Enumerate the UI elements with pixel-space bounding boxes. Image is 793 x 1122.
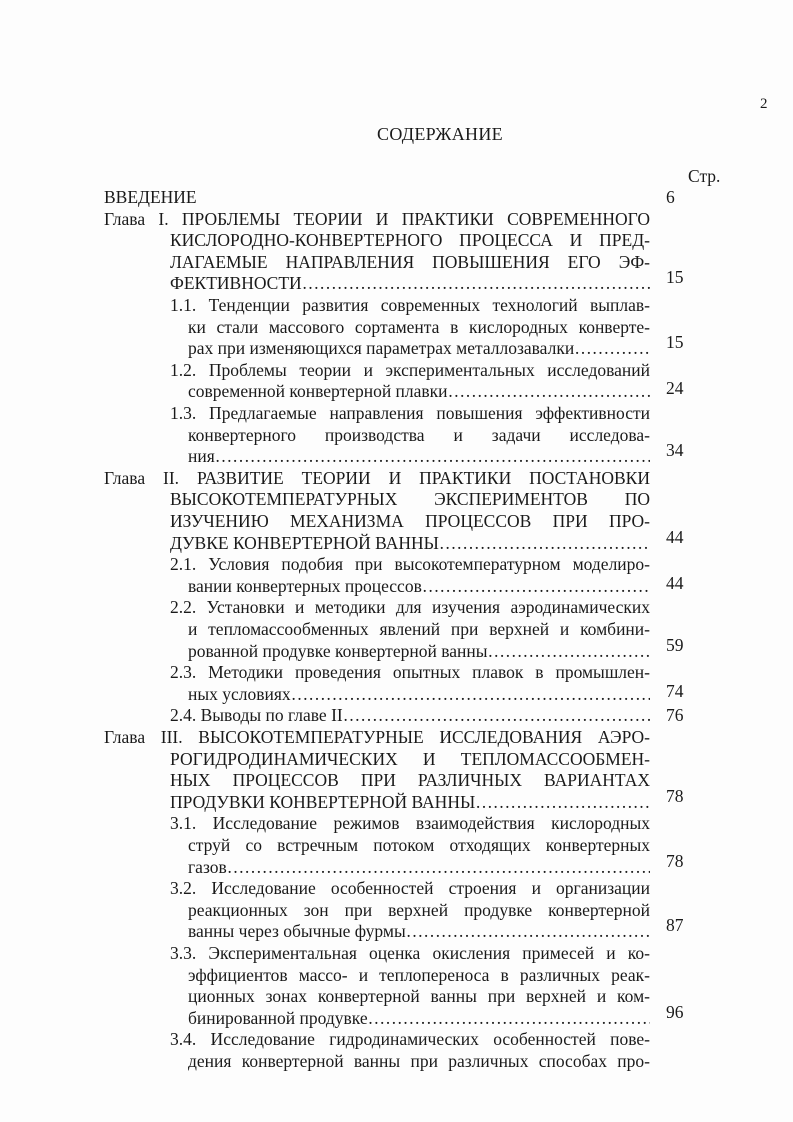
toc-page-number: 44 (666, 572, 684, 593)
toc-line (188, 641, 650, 661)
toc-line (188, 338, 650, 358)
toc-line-text: 2.4. Выводы по главе II (170, 705, 343, 726)
toc-line: 1.2. Проблемы теории и экспериментальных исследований (170, 359, 650, 380)
dot-leader (422, 576, 650, 596)
toc-page-number: 15 (666, 267, 684, 288)
toc-line: 2.2. Установки и методики для изучения аэродинамических (170, 597, 650, 618)
dot-leader (488, 641, 651, 661)
dot-leader (227, 857, 650, 877)
toc-line: конвертерного производства и задачи исследова- (188, 424, 650, 445)
toc-line: дения конвертерной ванны при различных способах про- (188, 1051, 650, 1071)
toc-line: 1.1. Тенденции развития современных технологий выплав- (170, 295, 650, 315)
toc-line (170, 792, 650, 812)
toc-line-text: ных условиях (188, 683, 291, 704)
dot-leader (406, 921, 650, 941)
dot-leader (302, 273, 650, 293)
toc-line: Глава III. ВЫСОКОТЕМПЕРАТУРНЫЕ ИССЛЕДОВАНИЯ АЭРО- (104, 727, 650, 747)
toc-page-number: 24 (666, 378, 684, 399)
toc-page-number: 6 (666, 187, 675, 207)
toc-line (188, 857, 650, 877)
toc-line: 2.1. Условия подобия при высокотемпературном моделиро- (170, 554, 650, 575)
toc-line: ВВЕДЕНИЕ (104, 187, 197, 207)
toc-line (170, 273, 650, 293)
toc-line: струй со встречным потоком отходящих конвертерных (188, 835, 650, 855)
dot-leader (343, 705, 650, 725)
toc-line: НЫХ ПРОЦЕССОВ ПРИ РАЗЛИЧНЫХ ВАРИАНТАХ (170, 770, 650, 791)
toc-line: КИСЛОРОДНО-КОНВЕРТЕРНОГО ПРОЦЕССА И ПРЕД- (170, 230, 650, 251)
dot-leader (215, 446, 650, 466)
toc-line-text: ванны через обычные фурмы (188, 921, 406, 942)
dot-leader (448, 381, 650, 401)
toc-line-text: вании конвертерных процессов (188, 575, 422, 596)
toc-line: 3.1. Исследование режимов взаимодействия кислородных (170, 813, 650, 834)
toc-line: ционных зонах конвертерной ванны при верхней и ком- (188, 986, 650, 1007)
page-column-label: Стр. (688, 166, 721, 186)
toc-line (188, 381, 650, 401)
toc-line-text: рованной продувке конвертерной ванны (188, 640, 488, 661)
toc-line-text: ния (188, 446, 215, 467)
toc-line: ИЗУЧЕНИЮ МЕХАНИЗМА ПРОЦЕССОВ ПРИ ПРО- (170, 511, 650, 531)
toc-line: ки стали массового сортамента в кислородных конверте- (188, 316, 650, 337)
toc-line: и тепломассообменных явлений при верхней и комбини- (188, 619, 650, 639)
toc-line (170, 533, 650, 553)
toc-line: РОГИДРОДИНАМИЧЕСКИХ И ТЕПЛОМАССООБМЕН- (170, 748, 650, 769)
toc-line: 3.4. Исследование гидродинамических особенностей пове- (170, 1029, 650, 1050)
dot-leader (368, 1008, 650, 1028)
toc-line-text: газов (188, 856, 227, 877)
dot-leader (439, 533, 650, 553)
dot-leader (291, 684, 650, 704)
toc-line-text: современной конвертерной плавки (188, 381, 448, 402)
toc-line: эффициентов массо- и теплопереноса в различных реак- (188, 964, 650, 985)
toc-line: 2.3. Методики проведения опытных плавок в промышлен- (170, 662, 650, 683)
toc-line: 1.3. Предлагаемые направления повышения эффективности (170, 403, 650, 423)
toc-line-text: рах при изменяющихся параметрах металлозавалки (188, 338, 575, 359)
toc-line: 3.2. Исследование особенностей строения и организации (170, 878, 650, 899)
toc-line (188, 446, 650, 466)
toc-page-number: 78 (666, 785, 684, 806)
toc-page-number: 87 (666, 915, 684, 936)
toc-page-number: 76 (666, 705, 684, 726)
toc-line: реакционных зон при верхней продувке конвертерной (188, 899, 650, 920)
dot-leader (574, 338, 650, 358)
toc-page-number: 15 (666, 332, 684, 353)
toc-page-number: 44 (666, 526, 684, 547)
toc-page-number: 74 (666, 680, 684, 701)
toc-line-text: ПРОДУВКИ КОНВЕРТЕРНОЙ ВАННЫ (170, 791, 476, 812)
toc-line-text: ФЕКТИВНОСТИ (170, 273, 302, 294)
toc-page-number: 96 (666, 1001, 684, 1022)
toc-line: Глава I. ПРОБЛЕМЫ ТЕОРИИ И ПРАКТИКИ СОВРЕМЕННОГО (104, 208, 650, 229)
toc-line-text: бинированной продувке (188, 1007, 368, 1028)
toc-line (188, 921, 650, 941)
toc-line: ЛАГАЕМЫЕ НАПРАВЛЕНИЯ ПОВЫШЕНИЯ ЕГО ЭФ- (170, 251, 650, 272)
dot-leader (475, 792, 650, 812)
toc-line-text: ДУВКЕ КОНВЕРТЕРНОЙ ВАННЫ (170, 532, 439, 553)
toc-line: 3.3. Экспериментальная оценка окисления примесей и ко- (170, 943, 650, 963)
toc-page-number: 78 (666, 850, 684, 871)
toc-line (170, 705, 650, 725)
page-title: СОДЕРЖАНИЕ (377, 124, 503, 144)
toc-page-number: 34 (666, 440, 684, 461)
toc-line (188, 684, 650, 704)
toc-line: Глава II. РАЗВИТИЕ ТЕОРИИ И ПРАКТИКИ ПОСТАНОВКИ (104, 467, 650, 488)
toc-line (188, 1008, 650, 1028)
page-number: 2 (760, 96, 768, 112)
toc-line (188, 576, 650, 596)
toc-line: ВЫСОКОТЕМПЕРАТУРНЫХ ЭКСПЕРИМЕНТОВ ПО (170, 489, 650, 510)
toc-page-number: 59 (666, 634, 684, 655)
